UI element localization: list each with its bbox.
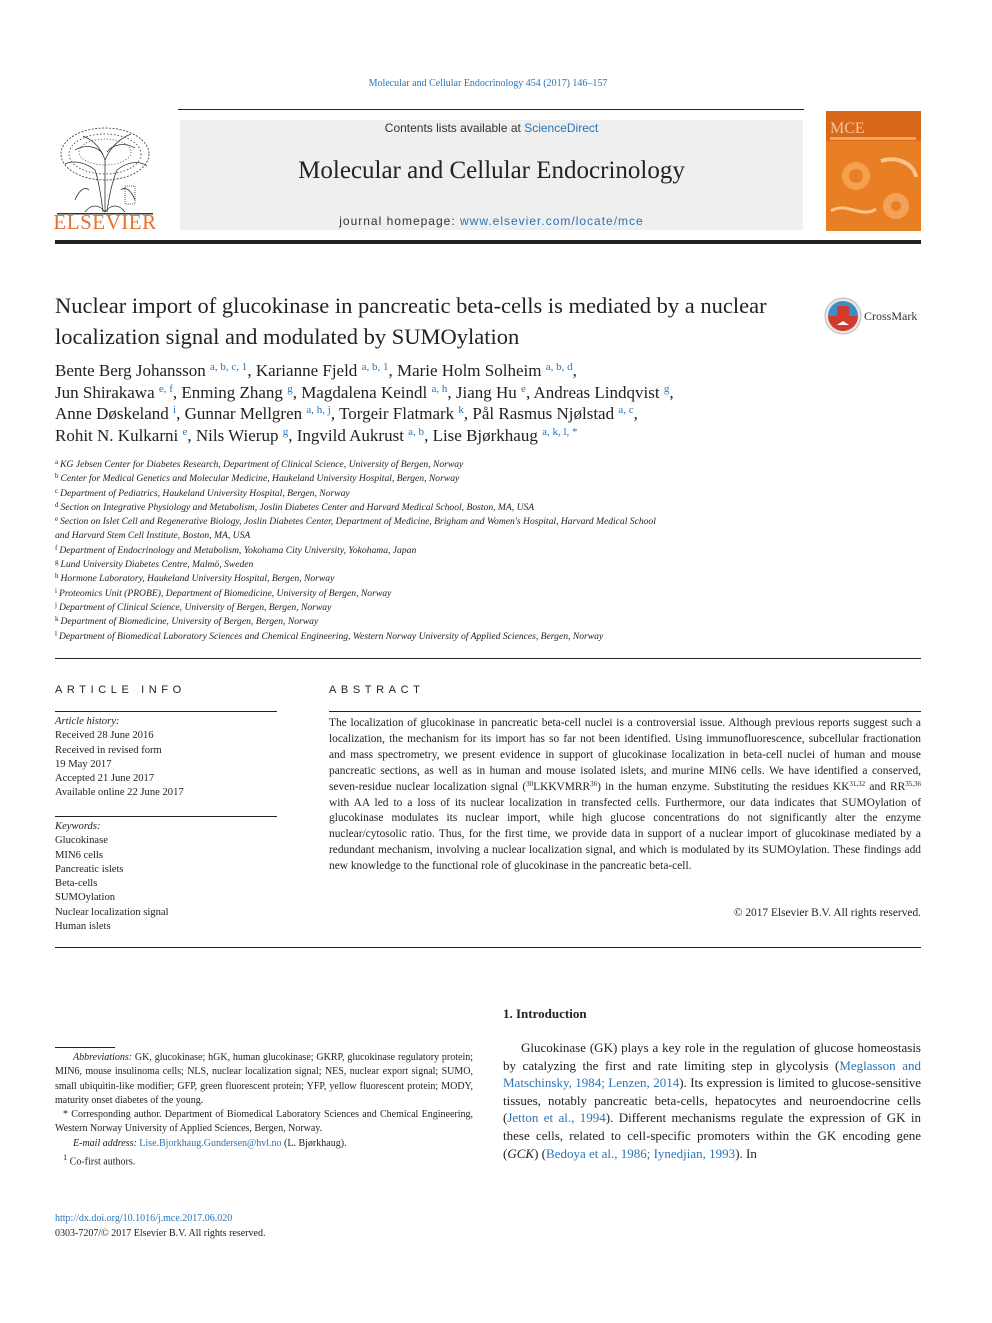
- abstract-heading: ABSTRACT: [329, 684, 425, 696]
- history-item: Accepted 21 June 2017: [55, 773, 155, 785]
- intro-text: ) (: [534, 1145, 546, 1161]
- author[interactable]: [397, 361, 573, 380]
- elsevier-wordmark: ELSEVIER: [53, 210, 157, 234]
- affiliation: [55, 630, 855, 644]
- author[interactable]: [339, 404, 464, 423]
- author[interactable]: [256, 361, 389, 380]
- abbreviations-label: Abbreviations:: [73, 1052, 133, 1063]
- abstract-sup: 35,36: [905, 779, 921, 788]
- author-name[interactable]: Andreas Lindqvist: [533, 382, 660, 402]
- nls-sequence: LKKVMRR: [533, 780, 591, 793]
- crossmark-label[interactable]: CrossMark: [864, 309, 918, 323]
- author-affiliation-marks[interactable]: g: [282, 425, 289, 438]
- crossmark-icon[interactable]: [824, 297, 864, 335]
- citation-link[interactable]: Meglasson and Matschinsky, 1984; Lenzen, 2014: [503, 1057, 921, 1091]
- author-name[interactable]: Bente Berg Johansson: [55, 361, 206, 380]
- keyword: Glucokinase: [55, 835, 108, 847]
- abstract-body: [329, 716, 921, 875]
- history-item: Received 28 June 2016: [55, 730, 154, 742]
- abstract-text-4: with AA led to a loss of its nuclear localization in transfected cells. Furthermore, our data indicates that SUMOylation of glucokinase modulates its nuclear import, while high glucose concentrations do not significantly alter the enzyme nuclear/cytosolic ratio. Thus, for the first time, we provide data in support of a nuclear import of glucokinase mediated by a redundant mechanism, involving a nuclear localization signal, and which is modulated by its SUMOylation. These findings add new knowledge to the functional role of glucokinase in the pancreatic beta-cell.: [329, 796, 921, 873]
- affiliation-key: k: [55, 615, 59, 624]
- gene-name: GCK: [507, 1145, 535, 1161]
- article-title: Nuclear import of glucokinase in pancreatic beta-cells is mediated by a nuclear localization signal and modulated by SUMOylation: [55, 293, 767, 349]
- author[interactable]: [185, 404, 331, 423]
- author[interactable]: [181, 383, 292, 402]
- author[interactable]: [472, 404, 633, 423]
- affiliation: [55, 515, 855, 529]
- abstract-sup: 30: [526, 779, 534, 788]
- keyword: SUMOylation: [55, 892, 116, 904]
- affiliation-text: and Harvard Stem Cell Institute, Boston, MA, USA: [55, 530, 251, 542]
- author-name[interactable]: Karianne Fjeld: [255, 361, 358, 380]
- abstract-text-3: and RR: [865, 780, 906, 793]
- keyword: Human islets: [55, 921, 111, 933]
- affiliation-key: d: [55, 500, 59, 509]
- author[interactable]: [196, 426, 288, 445]
- homepage-link[interactable]: www.elsevier.com/locate/mce: [460, 214, 644, 228]
- affiliation: [55, 458, 855, 472]
- email-label: E-mail address:: [73, 1137, 137, 1149]
- intro-text: Glucokinase (GK) plays a key role in the regulation of glucose homeostasis by catalyzing the first and rate limiting step in glycolysis (: [503, 1040, 921, 1073]
- author[interactable]: [534, 383, 670, 402]
- affiliation-key: l: [55, 629, 57, 638]
- author-list: Bente Berg Johansson $^{a, b, c, 1}$, Karianne Fjeld $^{a, b, 1}$, Marie Holm Solheim $^{a, b, d}$, Jun Shirakawa $^{e, f}$, Enming Zhang $^g$, Magdalena Keindl $^{a, h}$, Jiang Hu $^e$, Andreas Lindqvist $^g$, Anne Døskeland $^i$, Gunnar Mellgren $^{a, h, j}$, Torgeir Flatmark $^k$, Pål Rasmus Njølstad $^{a, c}$, Rohit N. Kulkarni $^e$, Nils Wierup $^g$, Ingvild Aukrust $^{a, b}$, Lise Bjørkhaug $^{a, k, l, *}$: [55, 361, 674, 445]
- affiliation-text: Section on Integrative Physiology and Metabolism, Joslin Diabetes Center and Harvard Medical School, Boston, MA, USA: [60, 501, 535, 513]
- corresponding-author-note: [55, 1108, 473, 1137]
- affiliation-key: c: [55, 486, 59, 495]
- author-affiliation-marks[interactable]: a, b, c, 1: [210, 361, 248, 373]
- keywords-label: Keywords:: [55, 821, 101, 832]
- intro-text: ). Different mechanisms regulate the expression of GK in these cells, related to cell-specific promoters within the GK encoding gene (: [503, 1110, 921, 1161]
- author-name[interactable]: Marie Holm Solheim: [396, 361, 542, 380]
- affiliation-text: Department of Biomedical Laboratory Sciences and Chemical Engineering, Western Norway University of Applied Sciences, Bergen, Norway: [58, 630, 604, 642]
- author-affiliation-marks[interactable]: a, b: [408, 425, 425, 438]
- keywords-list: [55, 820, 277, 934]
- article-history: [55, 715, 277, 801]
- affiliation-text: Center for Medical Genetics and Molecular Medicine, Haukeland University Hospital, Bergen, Norway: [60, 473, 460, 485]
- cofirst-mark: 1: [63, 1153, 68, 1163]
- keyword: Beta-cells: [55, 878, 98, 890]
- homepage-prefix: journal homepage:: [339, 214, 460, 228]
- keywords-rule: [55, 816, 277, 817]
- author-name[interactable]: Torgeir Flatmark: [339, 404, 455, 423]
- author[interactable]: [301, 383, 447, 402]
- affiliation: [55, 544, 855, 558]
- introduction-heading: 1. Introduction: [503, 1006, 587, 1021]
- author-affiliation-marks[interactable]: a, b, 1: [361, 361, 389, 373]
- affiliation-text: Department of Endocrinology and Metabolism, Yokohama City University, Yokohama, Japan: [59, 544, 417, 556]
- author-affiliation-marks[interactable]: g: [663, 382, 670, 395]
- history-item: Received in revised form: [55, 744, 162, 756]
- abstract-text-1: The localization of glucokinase in pancreatic beta-cell nuclei is a controversial issue. Although previous reports suggest such a localization, the mechanism for its import has so far not been identified. Using immunofluorescence, subcellular fractionation and mass spectrometry, we present evidence in support of glucokinase localization in beta-cell nuclei of human and mouse pancreatic sections, as well as in human and mouse isolated islets, and murine MIN6 cells. We have identified a conserved, seven-residue nuclear localization signal (: [329, 717, 921, 793]
- affiliation: [55, 529, 855, 543]
- issn-copyright: 0303-7207/© 2017 Elsevier B.V. All rights reserved.: [55, 1228, 266, 1239]
- keyword: MIN6 cells: [55, 849, 103, 861]
- journal-homepage: [180, 214, 803, 228]
- author-affiliation-marks[interactable]: a, h: [431, 382, 448, 395]
- affiliation-key: j: [55, 600, 57, 609]
- header-bottom-rule: [55, 240, 921, 244]
- affiliation-key: e: [55, 515, 59, 524]
- affiliation-key: f: [55, 543, 58, 552]
- author-name[interactable]: Jiang Hu: [455, 382, 517, 402]
- abstract-end-rule: [55, 947, 921, 948]
- author-name[interactable]: Rohit N. Kulkarni: [55, 425, 179, 445]
- cofirst-text: Co-first authors.: [67, 1156, 136, 1168]
- abbreviations-note: [55, 1051, 473, 1108]
- abstract-copyright: © 2017 Elsevier B.V. All rights reserved.: [733, 907, 921, 919]
- citation-link[interactable]: Jetton et al., 1994: [507, 1110, 606, 1126]
- author-name[interactable]: Pål Rasmus Njølstad: [472, 404, 615, 423]
- affiliation-text: Section on Islet Cell and Regenerative Biology, Joslin Diabetes Center, Department of Medicine, Brigham and Women's Hospital, Harvard Medical School: [60, 516, 656, 528]
- author-affiliation-marks[interactable]: e: [182, 425, 188, 438]
- journal-citation[interactable]: Molecular and Cellular Endocrinology 454 (2017) 146–157: [368, 78, 608, 89]
- affiliation: [55, 558, 855, 572]
- author-affiliation-marks[interactable]: i: [173, 404, 177, 416]
- author-affiliation-marks[interactable]: k: [458, 404, 464, 416]
- author-affiliation-marks[interactable]: a, k, l, *: [542, 425, 578, 438]
- header-top-rule: [178, 109, 804, 110]
- affiliation-text: KG Jebsen Center for Diabetes Research, Department of Clinical Science, University of Bergen, Norway: [60, 459, 464, 470]
- article-info-heading: ARTICLE INFO: [55, 684, 186, 696]
- journal-cover-thumbnail[interactable]: [826, 111, 921, 231]
- author[interactable]: [55, 361, 247, 380]
- author-name[interactable]: Jun Shirakawa: [55, 382, 155, 402]
- abstract-sup: 31,32: [849, 779, 866, 788]
- abbreviations-text: GK, glucokinase; hGK, human glucokinase; GKRP, glucokinase regulatory protein; MIN6, mouse insulinoma cells; NLS, nuclear localization signal; NES, nuclear export signal; SUMO, small ubiquitin-like modifier; GFP, green fluorescent protein; YFP, yellow fluorescent protein; MODY, maturity onset diabetes of the young.: [55, 1052, 473, 1106]
- author-affiliation-marks[interactable]: a, c: [618, 404, 634, 416]
- affiliation-text: Department of Biomedicine, University of Bergen, Bergen, Norway: [60, 616, 319, 628]
- author-name[interactable]: Magdalena Keindl: [301, 382, 428, 402]
- abstract-rule: [329, 711, 921, 712]
- doi-link[interactable]: http://dx.doi.org/10.1016/j.mce.2017.06.020: [55, 1213, 233, 1224]
- contents-availability: [180, 121, 803, 135]
- footnotes: [55, 1051, 473, 1170]
- affiliation: [55, 472, 855, 486]
- author[interactable]: [456, 383, 526, 402]
- article-info-rule: [55, 711, 277, 712]
- affiliation: [55, 487, 855, 501]
- introduction-body: [503, 1039, 921, 1162]
- affiliation-text: Hormone Laboratory, Haukeland University Hospital, Bergen, Norway: [60, 573, 335, 585]
- author[interactable]: [297, 426, 424, 445]
- author-name[interactable]: Nils Wierup: [195, 425, 279, 445]
- corresponding-mark: *: [63, 1109, 68, 1121]
- author-name[interactable]: Enming Zhang: [181, 382, 283, 402]
- affiliation-key: h: [55, 572, 59, 581]
- affiliation: [55, 572, 855, 586]
- keyword: Pancreatic islets: [55, 863, 124, 875]
- affiliation: [55, 501, 855, 515]
- email-link[interactable]: Lise.Bjorkhaug.Gundersen@hvl.no: [139, 1137, 282, 1149]
- email-suffix: (L. Bjørkhaug).: [281, 1137, 347, 1149]
- affiliation-key: i: [55, 586, 57, 595]
- affiliation-text: Department of Pediatrics, Haukeland University Hospital, Bergen, Norway: [60, 487, 350, 499]
- author-name[interactable]: Gunnar Mellgren: [184, 404, 303, 423]
- intro-text: ). Its expression is limited to glucose-sensitive tissues, notably pancreatic beta-cells, hepatocytes and neuroendocrine cells (: [503, 1075, 921, 1126]
- citation-link[interactable]: Bedoya et al., 1986; Iynedjian, 1993: [546, 1145, 736, 1161]
- author-affiliation-marks[interactable]: e: [521, 382, 526, 395]
- cover-art: [826, 111, 921, 231]
- author-affiliation-marks[interactable]: a, h, j: [306, 404, 331, 416]
- abstract-sup: 36: [590, 779, 598, 788]
- history-label: Article history:: [55, 716, 120, 727]
- affiliation-text: Department of Clinical Science, University of Bergen, Bergen, Norway: [58, 601, 332, 613]
- sciencedirect-link[interactable]: ScienceDirect: [524, 121, 599, 135]
- author-affiliation-marks[interactable]: g: [287, 382, 293, 395]
- author-affiliation-marks[interactable]: e, f: [158, 382, 173, 395]
- journal-title[interactable]: Molecular and Cellular Endocrinology: [298, 157, 685, 184]
- author[interactable]: [55, 404, 176, 423]
- affiliation-key: g: [55, 558, 59, 567]
- author-name[interactable]: Lise Bjørkhaug: [432, 425, 538, 445]
- author-name[interactable]: Anne Døskeland: [55, 404, 169, 423]
- author-affiliation-marks[interactable]: a, b, d: [545, 361, 573, 373]
- affiliation-text: Proteomics Unit (PROBE), Department of Biomedicine, University of Bergen, Norway: [58, 587, 392, 599]
- intro-text: ). In: [735, 1145, 757, 1161]
- author[interactable]: [433, 426, 578, 445]
- footnote-rule: [55, 1047, 115, 1048]
- contents-prefix: Contents lists available at: [384, 121, 525, 135]
- affiliation-key: a: [55, 458, 59, 466]
- affiliation: [55, 615, 855, 629]
- email-note: [55, 1137, 473, 1151]
- doi-block: [55, 1211, 473, 1241]
- cover-title-text: MCE: [830, 120, 865, 137]
- keyword: Nuclear localization signal: [55, 906, 169, 918]
- author[interactable]: [55, 383, 173, 402]
- history-item: 19 May 2017: [55, 758, 112, 770]
- affiliation: [55, 601, 855, 615]
- affiliation-list: [55, 458, 855, 644]
- abstract-text-2: ) in the human enzyme. Substituting the residues KK: [597, 780, 850, 793]
- affiliation: [55, 587, 855, 601]
- history-item: Available online 22 June 2017: [55, 787, 184, 799]
- corresponding-text: Corresponding author. Department of Biomedical Laboratory Sciences and Chemical Engineering, Western Norway University of Applied Sciences, Bergen, Norway.: [55, 1109, 473, 1135]
- affiliation-text: Lund University Diabetes Centre, Malmö, Sweden: [60, 559, 254, 571]
- author[interactable]: [55, 426, 187, 445]
- cofirst-note: [55, 1151, 473, 1170]
- author-name[interactable]: Ingvild Aukrust: [296, 425, 404, 445]
- affiliation-key: b: [55, 472, 59, 481]
- affiliation-rule: [55, 658, 921, 659]
